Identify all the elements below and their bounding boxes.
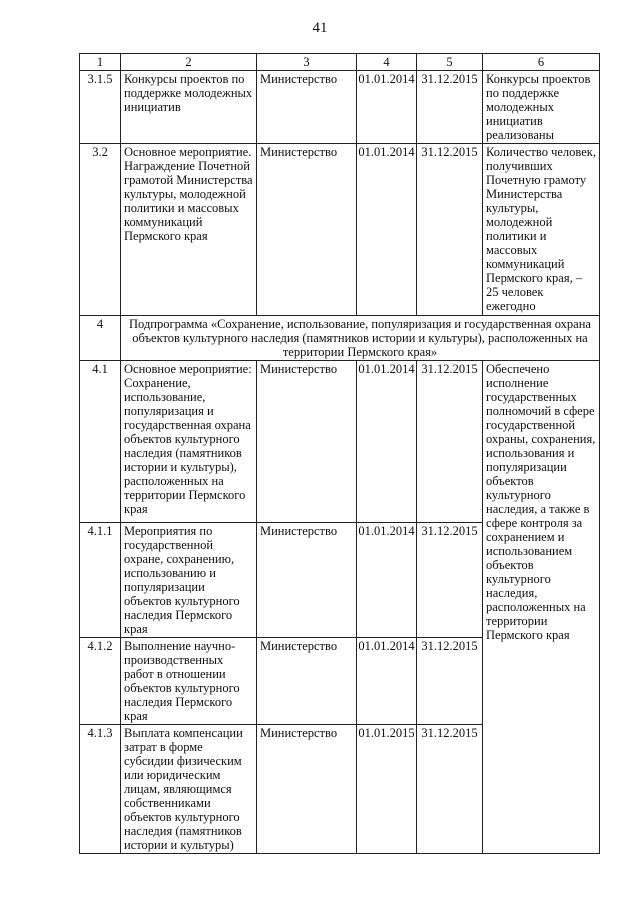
header-cell: 1: [80, 54, 121, 71]
executor: Министерство: [257, 361, 357, 523]
header-cell: 6: [483, 54, 600, 71]
row-number: 3.1.5: [80, 71, 121, 144]
end-date: 31.12.2015: [417, 638, 483, 725]
header-cell: 3: [257, 54, 357, 71]
row-number: 4.1.1: [80, 523, 121, 638]
executor: Министерство: [257, 71, 357, 144]
measure-name: Выплата компенсации затрат в форме субсидии физическим или юридическим лицам, являющимся собственниками объектов культурного наследия (памятников истории и культуры): [121, 725, 257, 854]
header-cell: 2: [121, 54, 257, 71]
header-cell: 5: [417, 54, 483, 71]
header-row: [80, 54, 600, 71]
table-row: [80, 71, 600, 144]
end-date: 31.12.2015: [417, 361, 483, 523]
header-cell: 4: [357, 54, 417, 71]
start-date: 01.01.2014: [357, 361, 417, 523]
expected-result: Конкурсы проектов по поддержке молодежных инициатив реализованы: [483, 71, 600, 144]
end-date: 31.12.2015: [417, 725, 483, 854]
expected-result: Обеспечено исполнение государственных полномочий в сфере государственной охраны, сохранения, использования и популяризации объектов культурного наследия, а также в сфере контроля за сохранением и использованием объектов культурного наследия, расположенных на территории Пермского края: [483, 361, 600, 854]
start-date: 01.01.2015: [357, 725, 417, 854]
executor: Министерство: [257, 638, 357, 725]
measure-name: Мероприятия по государственной охране, сохранению, использованию и популяризации объектов культурного наследия Пермского края: [121, 523, 257, 638]
table-row: [80, 361, 600, 523]
measure-name: Выполнение научно-производственных работ в отношении объектов культурного наследия Пермского края: [121, 638, 257, 725]
measure-name: Основное мероприятие: Сохранение, использование, популяризация и государственная охрана объектов культурного наследия (памятников истории и культуры), расположенных на территории Пермского края: [121, 361, 257, 523]
expected-result: Количество человек, получивших Почетную грамоту Министерства культуры, молодежной политики и массовых коммуникаций Пермского края, – 25 человек ежегодно: [483, 144, 600, 316]
start-date: 01.01.2014: [357, 523, 417, 638]
row-number: 3.2: [80, 144, 121, 316]
start-date: 01.01.2014: [357, 144, 417, 316]
end-date: 31.12.2015: [417, 71, 483, 144]
executor: Министерство: [257, 144, 357, 316]
row-number: 4.1: [80, 361, 121, 523]
executor: Министерство: [257, 523, 357, 638]
measure-name: Основное мероприятие. Награждение Почетной грамотой Министерства культуры, молодежной политики и массовых коммуникаций Пермского края: [121, 144, 257, 316]
end-date: 31.12.2015: [417, 523, 483, 638]
row-number: 4: [80, 316, 121, 361]
executor: Министерство: [257, 725, 357, 854]
start-date: 01.01.2014: [357, 71, 417, 144]
measure-name: Конкурсы проектов по поддержке молодежных инициатив: [121, 71, 257, 144]
end-date: 31.12.2015: [417, 144, 483, 316]
start-date: 01.01.2014: [357, 638, 417, 725]
table-row: [80, 144, 600, 316]
row-number: 4.1.3: [80, 725, 121, 854]
subprogram-row: [80, 316, 600, 361]
page-number: 41: [312, 20, 328, 36]
measures-table: [79, 53, 600, 854]
row-number: 4.1.2: [80, 638, 121, 725]
subprogram-title: Подпрограмма «Сохранение, использование, популяризация и государственная охрана объектов культурного наследия (памятников истории и культуры), расположенных на территории Пермского края»: [121, 316, 600, 361]
